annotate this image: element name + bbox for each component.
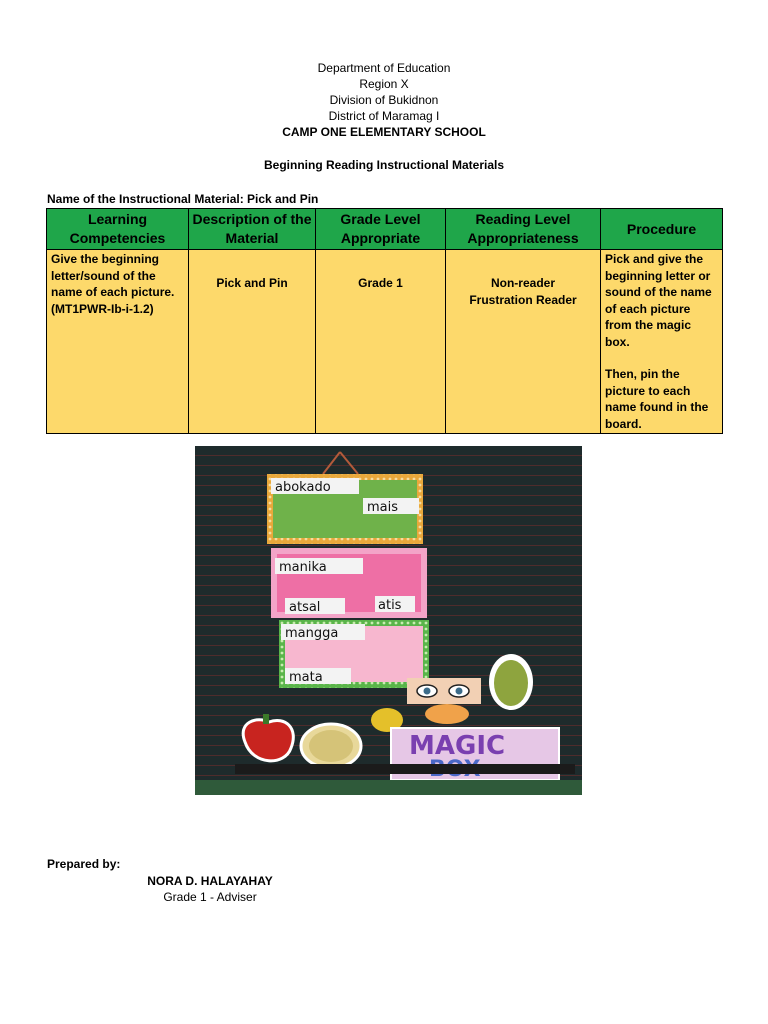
word-mais: mais <box>367 500 399 515</box>
document-header <box>0 60 768 140</box>
word-manika: manika <box>279 560 327 575</box>
header-reading-level: Reading Level Appropriateness <box>446 209 601 250</box>
department-line: Department of Education <box>317 61 451 75</box>
header-grade-level: Grade Level Appropriate <box>316 209 446 250</box>
procedure-step-2: Then, pin the picture to each name found in the board. <box>605 367 709 431</box>
preparer-name: NORA D. HALAYAHAY <box>147 874 273 888</box>
cell-description <box>189 250 316 434</box>
word-atsal: atsal <box>289 600 321 615</box>
word-mata: mata <box>289 670 323 685</box>
word-mangga: mangga <box>285 626 339 641</box>
division-line: Division of Bukidnon <box>329 93 439 107</box>
word-abokado: abokado <box>275 480 331 495</box>
description-text: Pick and Pin <box>216 276 288 290</box>
grade-text: Grade 1 <box>358 276 403 290</box>
material-name: Name of the Instructional Material: Pick and Pin <box>47 192 319 206</box>
signature-block <box>0 873 420 905</box>
header-description: Description of the Material <box>189 209 316 250</box>
shelf <box>235 764 575 774</box>
district-line: District of Maramag I <box>328 109 440 123</box>
cell-reading-level <box>446 250 601 434</box>
pick-and-pin-photo <box>195 446 582 795</box>
prepared-by-label: Prepared by: <box>47 857 121 871</box>
floor <box>195 780 582 795</box>
procedure-step-1: Pick and give the beginning letter or sound of the name of each picture from the magic box. <box>605 252 712 349</box>
table-header-row <box>47 209 723 250</box>
table-row <box>47 250 723 434</box>
photo-illustration <box>195 446 582 795</box>
word-atis: atis <box>378 598 402 613</box>
cell-competencies: Give the beginning letter/sound of the name of each picture. (MT1PWR-Ib-i-1.2) <box>47 250 189 434</box>
instructional-material-table <box>46 208 723 434</box>
cell-procedure <box>601 250 723 434</box>
header-learning-competencies: Learning Competencies <box>47 209 189 250</box>
region-line: Region X <box>359 77 409 91</box>
document-subtitle: Beginning Reading Instructional Materials <box>263 158 505 172</box>
reading-level-1: Non-reader <box>490 276 555 290</box>
preparer-role: Grade 1 - Adviser <box>163 890 257 904</box>
mango-picture <box>425 704 469 724</box>
reading-level-2: Frustration Reader <box>469 292 577 307</box>
box-label-magic: MAGIC <box>409 731 506 761</box>
cell-grade <box>316 250 446 434</box>
school-name: CAMP ONE ELEMENTARY SCHOOL <box>282 125 486 139</box>
header-procedure: Procedure <box>601 209 723 250</box>
